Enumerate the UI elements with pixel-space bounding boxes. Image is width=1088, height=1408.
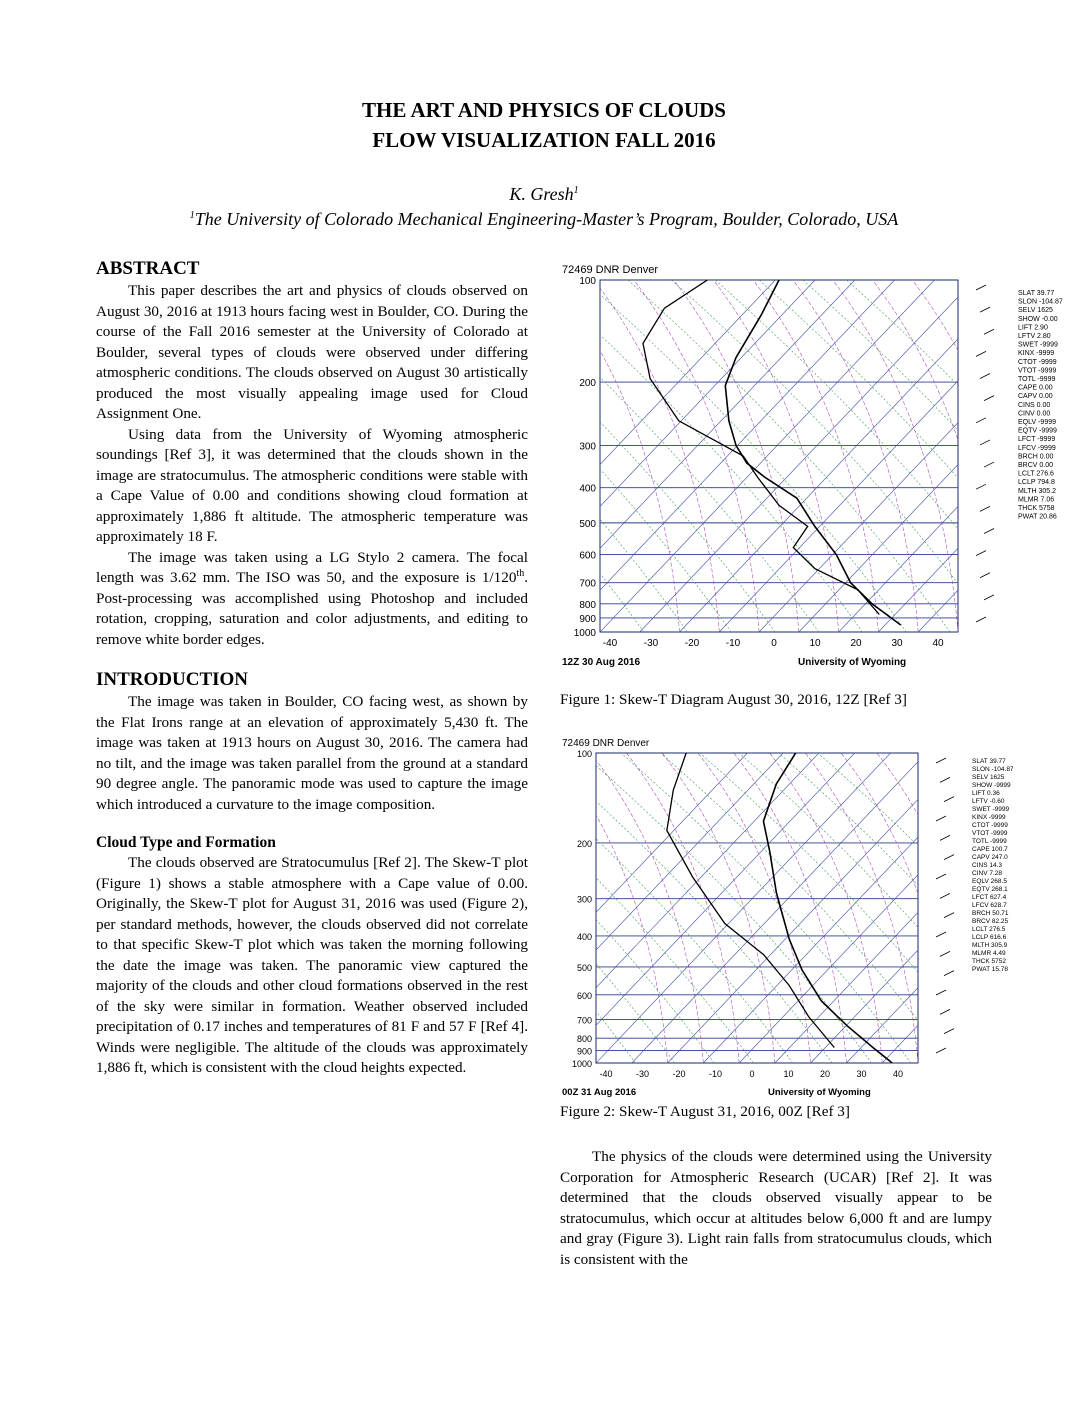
moist-adiabat [662, 753, 775, 1063]
wind-barb [944, 913, 954, 918]
pressure-tick-label: 100 [579, 276, 596, 287]
abstract-p3-start: The image was taken using a LG Stylo 2 camera. The focal length was 3.62 mm. The ISO was 50, and the exposure is 1/120 [96, 548, 528, 586]
figure-1-caption: Figure 1: Skew-T Diagram August 30, 2016, 12Z [Ref 3] [560, 691, 907, 708]
paper-title-line1: THE ART AND PHYSICS OF CLOUDS [362, 98, 726, 122]
wind-barb [984, 462, 994, 467]
wind-barb [936, 932, 946, 937]
wind-barb [944, 855, 954, 860]
sounding-index: SHOW -0.00 [1018, 315, 1058, 323]
pressure-tick-label: 800 [579, 599, 596, 611]
temperature-tick-label: -40 [602, 638, 618, 649]
isotherm-line [680, 280, 1014, 632]
moist-adiabat [805, 753, 918, 1063]
isotherm-line [1025, 753, 1078, 1063]
sounding-index: BRCV 0.00 [1018, 462, 1054, 469]
dry-adiabat [558, 753, 793, 1063]
sounding-index: CAPV 0.00 [1018, 393, 1053, 401]
sounding-index: LCLP 616.6 [972, 934, 1007, 941]
pressure-tick-label: 300 [579, 441, 596, 453]
wind-barb [940, 951, 950, 956]
wind-barb [980, 374, 990, 379]
physics-paragraph: The physics of the clouds were determined using the University Corporation for Atmospheric Research (UCAR) [Ref 2]. It was determined that the clouds observed visually appear to be stratocumulus, which occur at altitudes below 6,000 ft and are lumpy and gray (Figure 3). Light rain falls from stratocumulus clouds, which is consistent with the [560, 1148, 992, 1268]
isotherm-line [703, 753, 998, 1063]
pressure-tick-label: 700 [579, 578, 596, 590]
pressure-tick-label: 100 [576, 749, 592, 759]
left-column [96, 257, 528, 1079]
isotherm-line [596, 753, 891, 1063]
sounding-index: MLTH 305.9 [972, 942, 1008, 949]
sounding-index: EQLV 268.5 [972, 878, 1007, 885]
sounding-index: CAPE 0.00 [1018, 384, 1053, 392]
sounding-index: EQLV -9999 [1018, 419, 1057, 426]
sounding-index: SELV 1625 [1018, 307, 1053, 315]
temperature-tick-label: -20 [684, 638, 700, 649]
sounding-index: BRCH 0.00 [1018, 453, 1054, 461]
temperature-tick-label: -20 [672, 1069, 686, 1079]
wind-barb [936, 874, 946, 879]
right-column-text [560, 1147, 992, 1270]
temperature-tick-label: 40 [892, 1069, 904, 1079]
pressure-tick-label: 500 [576, 962, 592, 973]
wind-barb [976, 617, 986, 622]
wind-barb [944, 797, 954, 802]
wind-barb [976, 484, 986, 489]
author-superscript: 1 [573, 185, 579, 196]
figure-1-source: University of Wyoming [798, 657, 907, 668]
sounding-index: PWAT 20.86 [1018, 513, 1057, 521]
sounding-index: SELV 1625 [972, 774, 1005, 781]
sounding-index: CTOT -9999 [1018, 358, 1057, 366]
figure-1-pressure-ticks [574, 276, 597, 639]
sounding-index: CINV 7.28 [972, 870, 1002, 877]
sounding-index: THCK 5752 [972, 958, 1006, 965]
isotherm-line [918, 280, 1080, 632]
abstract-p3-end: . Post-processing was accomplished using Photoshop and included rotation, cropping, saturation and color adjustments, and editing to remove white border edges. [96, 569, 528, 648]
figure-1-station: 72469 DNR Denver [562, 264, 658, 276]
temperature-tick-label: -30 [635, 1069, 650, 1079]
figure-2-svg [558, 735, 1078, 1099]
isotherm-line [558, 280, 855, 632]
temperature-tick-label: 20 [850, 638, 862, 649]
wind-barb [976, 418, 986, 423]
pressure-tick-label: 800 [576, 1034, 592, 1045]
temperature-tick-label: 10 [783, 1069, 794, 1079]
sounding-index: LFTV 2.80 [1018, 333, 1051, 340]
sounding-index: BRCV 82.25 [972, 918, 1009, 925]
moist-adiabat [753, 280, 878, 632]
sounding-index: CINV 0.00 [1018, 410, 1051, 418]
sounding-index: CTOT -9999 [972, 822, 1008, 829]
dewpoint-profile [643, 280, 879, 614]
moist-adiabat [558, 280, 680, 632]
sounding-index: CAPV 247.0 [972, 854, 1008, 861]
cloud-type-heading: Cloud Type and Formation [96, 834, 276, 851]
wind-barb [984, 396, 994, 401]
pressure-tick-label: 200 [576, 838, 592, 849]
dry-adiabat [558, 280, 644, 632]
sounding-index: TOTL -9999 [972, 838, 1007, 845]
sounding-index: MLMR 4.49 [972, 950, 1006, 957]
isotherm-line [1061, 753, 1078, 1063]
sounding-index: LIFT 2.90 [1018, 324, 1048, 332]
temperature-tick-label: -30 [643, 638, 659, 649]
abstract-paragraph-3 [96, 548, 528, 651]
abstract-p3-superscript: th [516, 567, 525, 579]
wind-barb [976, 351, 986, 356]
abstract-paragraph-2: Using data from the University of Wyoming atmospheric soundings [Ref 3], it was determined that the clouds shown in the image are stratocumulus. The atmospheric conditions were stable with a Cape Value of 0.00 and conditions showing cloud formation at approximately 1,886 ft altitude. The atmospheric temperature was approximately 18 F. [96, 425, 528, 545]
figure-1-wind-barbs [976, 285, 994, 622]
wind-barb [940, 777, 950, 782]
moist-adiabat [793, 280, 918, 632]
wind-barb [980, 506, 990, 511]
pressure-tick-label: 500 [579, 518, 596, 530]
introduction-heading: INTRODUCTION [96, 669, 249, 690]
dry-adiabat [672, 280, 994, 632]
temperature-tick-label: 20 [819, 1069, 831, 1079]
figure-2-plot-frame [596, 753, 918, 1063]
figure-2-skewt [558, 735, 1078, 1099]
figure-2-pressure-ticks [572, 749, 592, 1069]
dry-adiabat [778, 753, 1068, 1063]
pressure-tick-label: 300 [576, 894, 592, 905]
pressure-tick-label: 200 [579, 378, 596, 390]
isotherm-line [846, 753, 1078, 1063]
wind-barb [976, 551, 986, 556]
affiliation-text: The University of Colorado Mechanical Engineering-Master’s Program, Boulder, Colorado, USA [194, 209, 899, 229]
sounding-index: VTOT -9999 [1018, 367, 1057, 375]
sounding-index: CAPE 100.7 [972, 846, 1008, 853]
figure-2-source: University of Wyoming [768, 1087, 871, 1098]
temperature-tick-label: -40 [599, 1069, 613, 1079]
sounding-index: LFCV -9999 [1018, 444, 1056, 452]
sounding-index: MLTH 305.2 [1018, 487, 1056, 495]
figure-1-svg [558, 262, 1080, 670]
wind-barb [980, 440, 990, 445]
affiliation-superscript: 1 [189, 210, 195, 221]
wind-barb [980, 573, 990, 578]
cloud-type-paragraph: The clouds observed are Stratocumulus [Ref 2]. The Skew-T plot (Figure 1) shows a stable atmosphere with a Cape value of 0.00. Originally, the Skew-T plot for August 31, 2016 was used (Figure 2), per standard methods, however, the clouds observed did not correlate to that specific Skew-T plot which was taken the morning following the date the image was taken. The panoramic view captured the majority of the clouds and other cloud formations observed in the rest of the sky were similar in formation. Weather observed included precipitation of 0.17 inches and temperatures of 81 F and 57 F [Ref 4]. Winds were negligible. The altitude of the clouds was approximately 1,886 ft, which is consistent with the cloud heights expected. [96, 854, 528, 1076]
temperature-tick-label: -10 [725, 638, 741, 649]
figure-1-grid [558, 280, 1080, 632]
pressure-tick-label: 1000 [573, 628, 596, 639]
moist-adiabat [734, 753, 847, 1063]
temperature-tick-label: 10 [809, 638, 821, 649]
pressure-tick-label: 600 [579, 550, 596, 562]
moist-adiabat [594, 280, 719, 632]
sounding-index: SHOW -9999 [972, 782, 1011, 789]
dry-adiabat [715, 280, 1037, 632]
dry-adiabat [558, 280, 819, 632]
moist-adiabat [634, 280, 759, 632]
abstract-heading: ABSTRACT [96, 258, 200, 279]
moist-adiabat [558, 753, 668, 1063]
figure-2-indices [972, 758, 1014, 973]
wind-barb [940, 1009, 950, 1014]
isotherm-line [719, 280, 1056, 632]
sounding-index: SLON -104.87 [1018, 298, 1063, 306]
figure-2-wind-barbs [936, 758, 954, 1053]
sounding-index: LFCT -9999 [1018, 436, 1056, 444]
moist-adiabat [698, 753, 811, 1063]
moist-adiabat [872, 280, 997, 632]
wind-barb [984, 528, 994, 533]
wind-barb [936, 758, 946, 763]
wind-barb [936, 1048, 946, 1053]
sounding-index: EQTV -9999 [1018, 427, 1057, 435]
dry-adiabat [660, 753, 950, 1063]
dry-adiabat [582, 753, 872, 1063]
figure-1-skewt [558, 262, 1080, 670]
isotherm-line [558, 280, 815, 632]
abstract-paragraph-1: This paper describes the art and physics of clouds observed on August 30, 2016 at 1913 hours facing west in Boulder, CO. During the course of the Fall 2016 semester at the University of Colorado at Boulder, several types of clouds were observed under differing atmospheric conditions. The clouds observed on August 30 artistically produced the most visually appealing image used for Cloud Assignment One. [96, 282, 528, 422]
author-affiliation [0, 207, 1088, 231]
author-name-text: K. Gresh [509, 184, 574, 204]
sounding-index: VTOT -9999 [972, 830, 1008, 837]
dry-adiabat [558, 753, 832, 1063]
figure-2-time: 00Z 31 Aug 2016 [562, 1087, 637, 1098]
dry-adiabat [584, 280, 906, 632]
sounding-index: CINS 14.3 [972, 862, 1002, 869]
sounding-index: LCLT 276.5 [972, 926, 1006, 933]
sounding-index: MLMR 7.06 [1018, 496, 1055, 504]
dry-adiabat [558, 280, 688, 632]
wind-barb [936, 816, 946, 821]
wind-barb [944, 1029, 954, 1034]
sounding-index: SLAT 39.77 [1018, 290, 1055, 297]
temperature-tick-label: 30 [891, 638, 903, 649]
sounding-index: LCLP 794.8 [1018, 479, 1055, 487]
author-name [0, 182, 1088, 206]
pressure-tick-label: 400 [576, 931, 592, 942]
sounding-index: LIFT 0.36 [972, 790, 1000, 797]
wind-barb [984, 329, 994, 334]
sounding-index: LCLT 276.6 [1018, 470, 1054, 478]
figure-2-station: 72469 DNR Denver [562, 738, 650, 749]
sounding-index: KINX -9999 [972, 814, 1006, 821]
dry-adiabat [558, 753, 635, 1063]
sounding-index: EQTV 268.1 [972, 886, 1008, 893]
wind-barb [940, 835, 950, 840]
temperature-tick-label: 40 [932, 638, 944, 649]
sounding-index: LFCT 627.4 [972, 894, 1007, 901]
moist-adiabat [833, 280, 958, 632]
temperature-tick-label: -10 [708, 1069, 723, 1079]
figure-1-temp-ticks [603, 638, 944, 649]
pressure-tick-label: 600 [576, 990, 592, 1001]
wind-barb [976, 285, 986, 290]
wind-barb [944, 971, 954, 976]
sounding-index: SWET -9999 [972, 806, 1010, 813]
wind-barb [980, 307, 990, 312]
moist-adiabat [626, 753, 739, 1063]
sounding-index: SLAT 39.77 [972, 758, 1006, 765]
temperature-tick-label: 0 [749, 1069, 755, 1079]
pressure-tick-label: 1000 [571, 1059, 592, 1069]
pressure-tick-label: 700 [576, 1015, 592, 1026]
sounding-index: SWET -9999 [1018, 341, 1058, 349]
sounding-index: PWAT 15.78 [972, 966, 1009, 973]
wind-barb [940, 893, 950, 898]
paper-title-line2: FLOW VISUALIZATION FALL 2016 [372, 128, 716, 152]
pressure-tick-label: 400 [579, 483, 596, 495]
isotherm-line [640, 280, 974, 632]
sounding-index: THCK 5758 [1018, 505, 1055, 512]
sounding-index: SLON -104.87 [972, 766, 1014, 773]
moist-adiabat [841, 753, 954, 1063]
dry-adiabat [558, 753, 675, 1063]
isotherm-line [560, 280, 894, 632]
sounding-index: CINS 0.00 [1018, 401, 1051, 409]
introduction-paragraph: The image was taken in Boulder, CO facing west, as shown by the Flat Irons range at an elevation of approximately 5,430 ft. The image was taken at 1913 hours on August 30, 2016. The camera had no tilt, and the image was taken parallel from the ground at a standard 90 degree angle. The panoramic mode was used to capture the image which introduced a curvature to the image composition. [96, 693, 528, 813]
temperature-tick-label: 30 [856, 1069, 867, 1079]
moist-adiabat [713, 280, 838, 632]
isotherm-line [560, 753, 855, 1063]
sounding-index: TOTL -9999 [1018, 376, 1056, 383]
pressure-tick-label: 900 [579, 613, 596, 625]
sounding-index: LFTV -0.60 [972, 798, 1005, 805]
pressure-tick-label: 900 [576, 1046, 592, 1057]
moist-adiabat [770, 753, 883, 1063]
figure-2-caption: Figure 2: Skew-T August 31, 2016, 00Z [Ref 3] [560, 1103, 850, 1120]
isotherm-line [1077, 280, 1080, 632]
figure-1-indices [1018, 290, 1063, 521]
sounding-index: KINX -9999 [1018, 350, 1055, 358]
wind-barb [936, 990, 946, 995]
figure-1-time: 12Z 30 Aug 2016 [562, 657, 641, 668]
sounding-index: LFCV 628.7 [972, 902, 1007, 909]
sounding-index: BRCH 50.71 [972, 910, 1009, 917]
temperature-profile [725, 280, 900, 625]
temperature-tick-label: 0 [771, 638, 777, 649]
moist-adiabat [591, 753, 704, 1063]
wind-barb [984, 595, 994, 600]
isotherm-line [775, 753, 1070, 1063]
figure-2-temp-ticks [599, 1069, 903, 1079]
isotherm-line [632, 753, 927, 1063]
